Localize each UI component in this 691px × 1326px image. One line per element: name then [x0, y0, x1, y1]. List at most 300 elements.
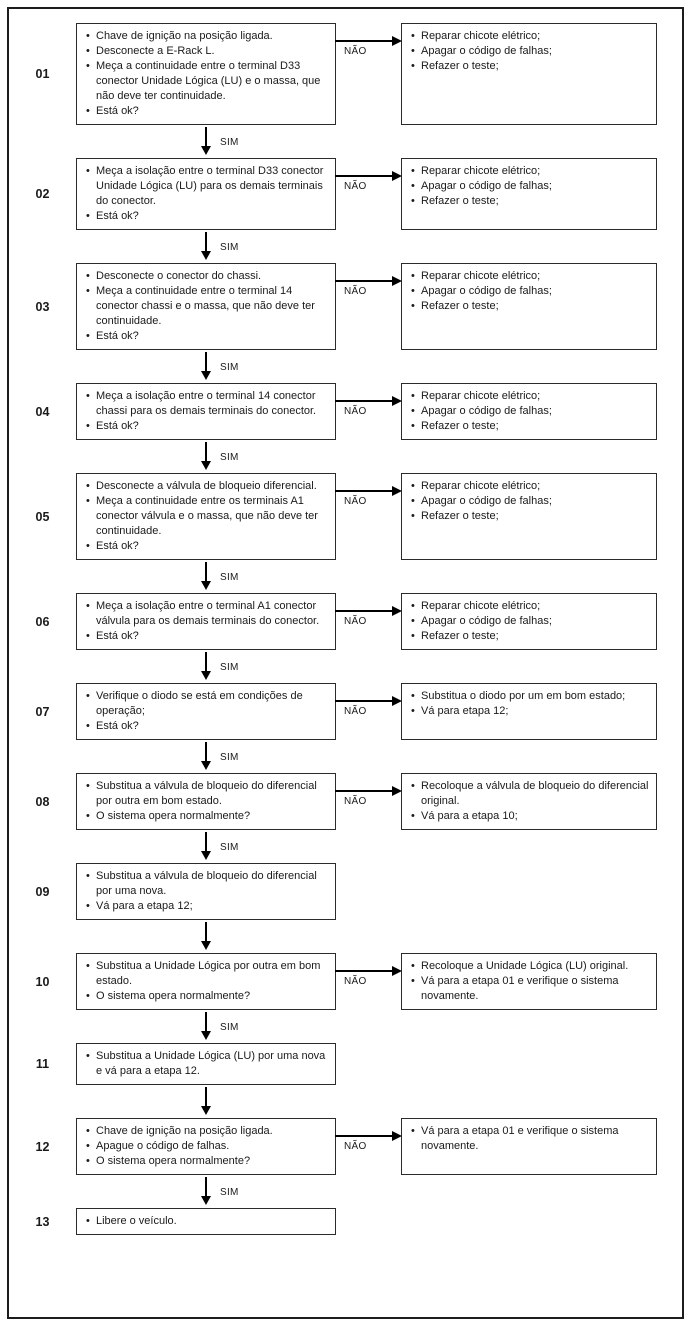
step-action-box	[76, 683, 336, 740]
no-arrow-head-icon	[392, 276, 402, 286]
step-row-08	[9, 773, 682, 830]
action-item	[83, 389, 329, 419]
yes-label: SIM	[220, 452, 239, 463]
action-item-text: Meça a continuidade entre o terminal D33 conector Unidade Lógica (LU) e o massa, que não deve ter continuidade.	[96, 60, 321, 102]
step-number: 09	[35, 884, 50, 899]
no-branch-action-box	[401, 593, 657, 650]
step-number: 06	[35, 614, 50, 629]
bullet-glyph: •	[86, 1125, 90, 1137]
bullet-glyph: •	[86, 420, 90, 432]
step-number: 13	[35, 1214, 50, 1229]
bullet-glyph: •	[86, 105, 90, 117]
next-step-connector	[9, 560, 682, 593]
step-action-box	[76, 1118, 336, 1175]
no-branch-action-box	[401, 158, 657, 230]
bullet-glyph: •	[86, 60, 90, 72]
step-number: 11	[35, 1057, 50, 1071]
yes-label: SIM	[220, 752, 239, 763]
bullet-glyph: •	[411, 480, 415, 492]
down-arrow-head-icon	[201, 581, 211, 590]
no-branch-item-text: Recoloque a válvula de bloqueio do diferencial original.	[421, 780, 649, 807]
down-arrow-head-icon	[201, 1031, 211, 1040]
next-step-connector	[9, 125, 682, 158]
no-branch-item	[408, 1124, 650, 1154]
down-arrow-head-icon	[201, 146, 211, 155]
down-arrow-head-icon	[201, 371, 211, 380]
bullet-glyph: •	[411, 60, 415, 72]
no-arrow-head-icon	[392, 786, 402, 796]
yes-label: SIM	[220, 1022, 239, 1033]
down-arrow-head-icon	[201, 461, 211, 470]
action-item	[83, 419, 329, 434]
no-branch-item	[408, 419, 650, 434]
yes-label: SIM	[220, 572, 239, 583]
action-item	[83, 1139, 329, 1154]
step-action-box	[76, 593, 336, 650]
bullet-glyph: •	[86, 630, 90, 642]
bullet-glyph: •	[411, 195, 415, 207]
action-item	[83, 209, 329, 224]
no-branch-action-box	[401, 263, 657, 350]
bullet-glyph: •	[86, 270, 90, 282]
next-step-connector	[9, 1175, 682, 1208]
no-branch-action-box	[401, 383, 657, 440]
bullet-glyph: •	[86, 720, 90, 732]
step-action-box	[76, 1043, 336, 1085]
action-item-text: Libere o veículo.	[96, 1215, 177, 1227]
no-arrow-head-icon	[392, 396, 402, 406]
bullet-glyph: •	[411, 270, 415, 282]
no-branch-item	[408, 404, 650, 419]
no-branch-item-text: Reparar chicote elétrico;	[421, 600, 541, 612]
no-arrow-line	[335, 970, 400, 972]
bullet-glyph: •	[411, 630, 415, 642]
no-branch-connector	[336, 593, 401, 650]
bullet-glyph: •	[411, 495, 415, 507]
action-item	[83, 164, 329, 209]
down-arrow-head-icon	[201, 1106, 211, 1115]
no-label: NÃO	[344, 181, 367, 192]
action-item	[83, 809, 329, 824]
no-arrow-line	[335, 490, 400, 492]
action-item	[83, 719, 329, 734]
step-action-box	[76, 863, 336, 920]
bullet-glyph: •	[411, 690, 415, 702]
action-item-text: O sistema opera normalmente?	[96, 1155, 251, 1167]
bullet-glyph: •	[86, 1215, 90, 1227]
no-branch-item	[408, 194, 650, 209]
bullet-glyph: •	[86, 1050, 90, 1062]
action-item-text: Está ok?	[96, 105, 139, 117]
down-arrow-line	[205, 652, 207, 672]
no-arrow-line	[335, 40, 400, 42]
no-branch-item	[408, 704, 650, 719]
step-action-box	[76, 383, 336, 440]
yes-label: SIM	[220, 662, 239, 673]
action-item-text: Está ok?	[96, 330, 139, 342]
action-item	[83, 1049, 329, 1079]
no-branch-connector	[336, 473, 401, 560]
yes-label: SIM	[220, 1187, 239, 1198]
action-item	[83, 779, 329, 809]
action-item	[83, 104, 329, 119]
no-branch-item-text: Apagar o código de falhas;	[421, 180, 552, 192]
no-label: NÃO	[344, 286, 367, 297]
step-number: 05	[35, 509, 50, 524]
down-arrow-line	[205, 232, 207, 252]
step-action-box	[76, 1208, 336, 1235]
bullet-glyph: •	[86, 990, 90, 1002]
no-branch-connector	[336, 1043, 401, 1085]
no-arrow-line	[335, 400, 400, 402]
no-branch-action-box	[401, 773, 657, 830]
bullet-glyph: •	[411, 405, 415, 417]
no-branch-action-box	[401, 683, 657, 740]
no-branch-item-text: Reparar chicote elétrico;	[421, 390, 541, 402]
bullet-glyph: •	[411, 165, 415, 177]
step-row-10	[9, 953, 682, 1010]
no-branch-item	[408, 614, 650, 629]
no-arrow-head-icon	[392, 1131, 402, 1141]
no-branch-item	[408, 479, 650, 494]
no-label: NÃO	[344, 976, 367, 987]
no-arrow-line	[335, 280, 400, 282]
step-row-11	[9, 1043, 682, 1085]
down-arrow-line	[205, 922, 207, 942]
no-arrow-head-icon	[392, 486, 402, 496]
action-item-text: Meça a continuidade entre os terminais A1 conector válvula e o massa, que não deve ter continuidade.	[96, 495, 318, 537]
step-row-03	[9, 263, 682, 350]
no-branch-item	[408, 494, 650, 509]
no-label: NÃO	[344, 616, 367, 627]
action-item-text: Substitua a Unidade Lógica por outra em bom estado.	[96, 960, 321, 987]
down-arrow-line	[205, 127, 207, 147]
next-step-connector	[9, 920, 682, 953]
yes-label: SIM	[220, 362, 239, 373]
no-branch-item	[408, 299, 650, 314]
action-item	[83, 689, 329, 719]
down-arrow-head-icon	[201, 851, 211, 860]
down-arrow-head-icon	[201, 941, 211, 950]
action-item-text: Meça a continuidade entre o terminal 14 conector chassi e o massa, que não deve ter continuidade.	[96, 285, 315, 327]
no-branch-item-text: Refazer o teste;	[421, 420, 499, 432]
action-item-text: Meça a isolação entre o terminal A1 conector válvula para os demais terminais do conector.	[96, 600, 320, 627]
no-branch-connector	[336, 383, 401, 440]
no-branch-connector	[336, 263, 401, 350]
no-branch-item	[408, 599, 650, 614]
down-arrow-line	[205, 742, 207, 762]
step-action-box	[76, 23, 336, 125]
no-branch-connector	[336, 1208, 401, 1235]
action-item-text: Está ok?	[96, 630, 139, 642]
no-label: NÃO	[344, 406, 367, 417]
down-arrow-line	[205, 832, 207, 852]
no-arrow-line	[335, 1135, 400, 1137]
flowchart-content	[9, 9, 682, 1317]
no-branch-item	[408, 164, 650, 179]
bullet-glyph: •	[86, 600, 90, 612]
step-row-12	[9, 1118, 682, 1175]
down-arrow-line	[205, 352, 207, 372]
bullet-glyph: •	[86, 30, 90, 42]
no-branch-connector	[336, 158, 401, 230]
action-item	[83, 1124, 329, 1139]
action-item-text: Desconecte o conector do chassi.	[96, 270, 262, 282]
action-item-text: O sistema opera normalmente?	[96, 990, 251, 1002]
action-item	[83, 629, 329, 644]
action-item	[83, 1154, 329, 1169]
down-arrow-line	[205, 442, 207, 462]
action-item-text: Vá para a etapa 12;	[96, 900, 193, 912]
no-branch-connector	[336, 863, 401, 920]
bullet-glyph: •	[86, 330, 90, 342]
no-arrow-head-icon	[392, 696, 402, 706]
bullet-glyph: •	[411, 975, 415, 987]
bullet-glyph: •	[411, 45, 415, 57]
bullet-glyph: •	[86, 960, 90, 972]
no-branch-item-text: Refazer o teste;	[421, 195, 499, 207]
bullet-glyph: •	[411, 510, 415, 522]
no-branch-connector	[336, 1118, 401, 1175]
bullet-glyph: •	[411, 615, 415, 627]
action-item-text: Meça a isolação entre o terminal D33 conector Unidade Lógica (LU) para os demais terminais do conector.	[96, 165, 324, 207]
bullet-glyph: •	[86, 1140, 90, 1152]
bullet-glyph: •	[86, 480, 90, 492]
action-item-text: Meça a isolação entre o terminal 14 conector chassi para os demais terminais do conector.	[96, 390, 317, 417]
no-label: NÃO	[344, 706, 367, 717]
action-item	[83, 479, 329, 494]
bullet-glyph: •	[86, 45, 90, 57]
step-action-box	[76, 773, 336, 830]
no-branch-item	[408, 509, 650, 524]
action-item	[83, 59, 329, 104]
action-item	[83, 989, 329, 1004]
no-branch-item-text: Vá para etapa 12;	[421, 705, 509, 717]
no-branch-item-text: Vá para a etapa 01 e verifique o sistema novamente.	[421, 975, 619, 1002]
action-item-text: Substitua a válvula de bloqueio do diferencial por uma nova.	[96, 870, 317, 897]
bullet-glyph: •	[411, 420, 415, 432]
no-branch-item-text: Reparar chicote elétrico;	[421, 165, 541, 177]
no-branch-connector	[336, 683, 401, 740]
step-number: 01	[35, 67, 50, 81]
no-branch-connector	[336, 773, 401, 830]
bullet-glyph: •	[411, 600, 415, 612]
no-branch-item	[408, 389, 650, 404]
no-arrow-head-icon	[392, 36, 402, 46]
no-branch-item	[408, 179, 650, 194]
no-arrow-head-icon	[392, 606, 402, 616]
next-step-connector	[9, 230, 682, 263]
action-item	[83, 1214, 329, 1229]
no-label: NÃO	[344, 1141, 367, 1152]
bullet-glyph: •	[86, 810, 90, 822]
action-item-text: Apague o código de falhas.	[96, 1140, 230, 1152]
no-branch-item-text: Apagar o código de falhas;	[421, 615, 552, 627]
no-branch-item	[408, 284, 650, 299]
next-step-connector	[9, 1010, 682, 1043]
step-number: 07	[35, 704, 50, 719]
action-item	[83, 329, 329, 344]
no-branch-item	[408, 974, 650, 1004]
next-step-connector	[9, 650, 682, 683]
action-item-text: Chave de ignição na posição ligada.	[96, 1125, 273, 1137]
no-branch-item-text: Recoloque a Unidade Lógica (LU) original.	[421, 960, 629, 972]
action-item	[83, 494, 329, 539]
next-step-connector	[9, 740, 682, 773]
down-arrow-line	[205, 1087, 207, 1107]
bullet-glyph: •	[86, 690, 90, 702]
next-step-connector	[9, 350, 682, 383]
no-branch-item	[408, 29, 650, 44]
down-arrow-head-icon	[201, 761, 211, 770]
bullet-glyph: •	[86, 165, 90, 177]
no-branch-connector	[336, 23, 401, 125]
down-arrow-head-icon	[201, 671, 211, 680]
no-branch-item-text: Vá para a etapa 10;	[421, 810, 518, 822]
no-branch-item-text: Reparar chicote elétrico;	[421, 30, 541, 42]
next-step-connector	[9, 1085, 682, 1118]
step-action-box	[76, 473, 336, 560]
no-branch-item-text: Vá para a etapa 01 e verifique o sistema novamente.	[421, 1125, 619, 1152]
down-arrow-head-icon	[201, 1196, 211, 1205]
no-branch-item-text: Refazer o teste;	[421, 510, 499, 522]
no-branch-item-text: Apagar o código de falhas;	[421, 45, 552, 57]
action-item	[83, 959, 329, 989]
bullet-glyph: •	[86, 1155, 90, 1167]
bullet-glyph: •	[411, 810, 415, 822]
down-arrow-line	[205, 1012, 207, 1032]
down-arrow-line	[205, 562, 207, 582]
action-item	[83, 869, 329, 899]
bullet-glyph: •	[411, 960, 415, 972]
bullet-glyph: •	[411, 1125, 415, 1137]
step-row-06	[9, 593, 682, 650]
no-branch-item	[408, 59, 650, 74]
bullet-glyph: •	[411, 300, 415, 312]
step-number: 10	[35, 974, 50, 989]
down-arrow-head-icon	[201, 251, 211, 260]
bullet-glyph: •	[86, 390, 90, 402]
yes-label: SIM	[220, 242, 239, 253]
step-number: 04	[35, 404, 50, 419]
action-item	[83, 44, 329, 59]
no-branch-item-text: Apagar o código de falhas;	[421, 495, 552, 507]
down-arrow-line	[205, 1177, 207, 1197]
step-action-box	[76, 953, 336, 1010]
bullet-glyph: •	[411, 780, 415, 792]
no-branch-item	[408, 809, 650, 824]
step-number: 02	[35, 187, 50, 201]
no-arrow-line	[335, 790, 400, 792]
no-branch-item	[408, 269, 650, 284]
action-item-text: Desconecte a válvula de bloqueio diferencial.	[96, 480, 317, 492]
no-branch-item	[408, 779, 650, 809]
no-label: NÃO	[344, 796, 367, 807]
step-row-07	[9, 683, 682, 740]
no-branch-item-text: Refazer o teste;	[421, 630, 499, 642]
action-item-text: Está ok?	[96, 210, 139, 222]
bullet-glyph: •	[86, 900, 90, 912]
no-branch-item	[408, 689, 650, 704]
bullet-glyph: •	[86, 780, 90, 792]
yes-label: SIM	[220, 137, 239, 148]
no-branch-item-text: Substitua o diodo por um em bom estado;	[421, 690, 626, 702]
bullet-glyph: •	[411, 30, 415, 42]
action-item	[83, 29, 329, 44]
no-branch-item-text: Apagar o código de falhas;	[421, 285, 552, 297]
action-item	[83, 539, 329, 554]
action-item	[83, 899, 329, 914]
step-row-13	[9, 1208, 682, 1235]
no-branch-action-box	[401, 1118, 657, 1175]
no-label: NÃO	[344, 46, 367, 57]
action-item	[83, 599, 329, 629]
no-branch-item-text: Reparar chicote elétrico;	[421, 270, 541, 282]
no-label: NÃO	[344, 496, 367, 507]
action-item-text: Desconecte a E-Rack L.	[96, 45, 215, 57]
action-item-text: Substitua a válvula de bloqueio do diferencial por outra em bom estado.	[96, 780, 317, 807]
action-item-text: Está ok?	[96, 540, 139, 552]
bullet-glyph: •	[411, 180, 415, 192]
no-branch-action-box	[401, 953, 657, 1010]
no-branch-item-text: Apagar o código de falhas;	[421, 405, 552, 417]
next-step-connector	[9, 440, 682, 473]
bullet-glyph: •	[86, 210, 90, 222]
no-branch-action-box	[401, 473, 657, 560]
step-number: 12	[35, 1139, 50, 1154]
action-item-text: Verifique o diodo se está em condições de operação;	[96, 690, 303, 717]
bullet-glyph: •	[86, 495, 90, 507]
action-item	[83, 284, 329, 329]
step-action-box	[76, 263, 336, 350]
step-row-01	[9, 23, 682, 125]
step-number: 08	[35, 794, 50, 809]
no-branch-item-text: Refazer o teste;	[421, 300, 499, 312]
no-branch-item-text: Refazer o teste;	[421, 60, 499, 72]
no-branch-action-box	[401, 23, 657, 125]
action-item	[83, 269, 329, 284]
bullet-glyph: •	[411, 705, 415, 717]
step-number: 03	[35, 299, 50, 314]
action-item-text: O sistema opera normalmente?	[96, 810, 251, 822]
next-step-connector	[9, 830, 682, 863]
bullet-glyph: •	[86, 540, 90, 552]
step-row-09	[9, 863, 682, 920]
no-branch-item	[408, 959, 650, 974]
no-branch-connector	[336, 953, 401, 1010]
no-arrow-line	[335, 700, 400, 702]
no-branch-item	[408, 629, 650, 644]
step-row-04	[9, 383, 682, 440]
bullet-glyph: •	[411, 390, 415, 402]
action-item-text: Está ok?	[96, 720, 139, 732]
bullet-glyph: •	[86, 285, 90, 297]
bullet-glyph: •	[86, 870, 90, 882]
step-row-02	[9, 158, 682, 230]
step-row-05	[9, 473, 682, 560]
step-action-box	[76, 158, 336, 230]
action-item-text: Substitua a Unidade Lógica (LU) por uma nova e vá para a etapa 12.	[96, 1050, 326, 1077]
action-item-text: Chave de ignição na posição ligada.	[96, 30, 273, 42]
yes-label: SIM	[220, 842, 239, 853]
no-branch-item	[408, 44, 650, 59]
no-arrow-line	[335, 175, 400, 177]
no-arrow-head-icon	[392, 171, 402, 181]
action-item-text: Está ok?	[96, 420, 139, 432]
no-arrow-head-icon	[392, 966, 402, 976]
bullet-glyph: •	[411, 285, 415, 297]
no-arrow-line	[335, 610, 400, 612]
